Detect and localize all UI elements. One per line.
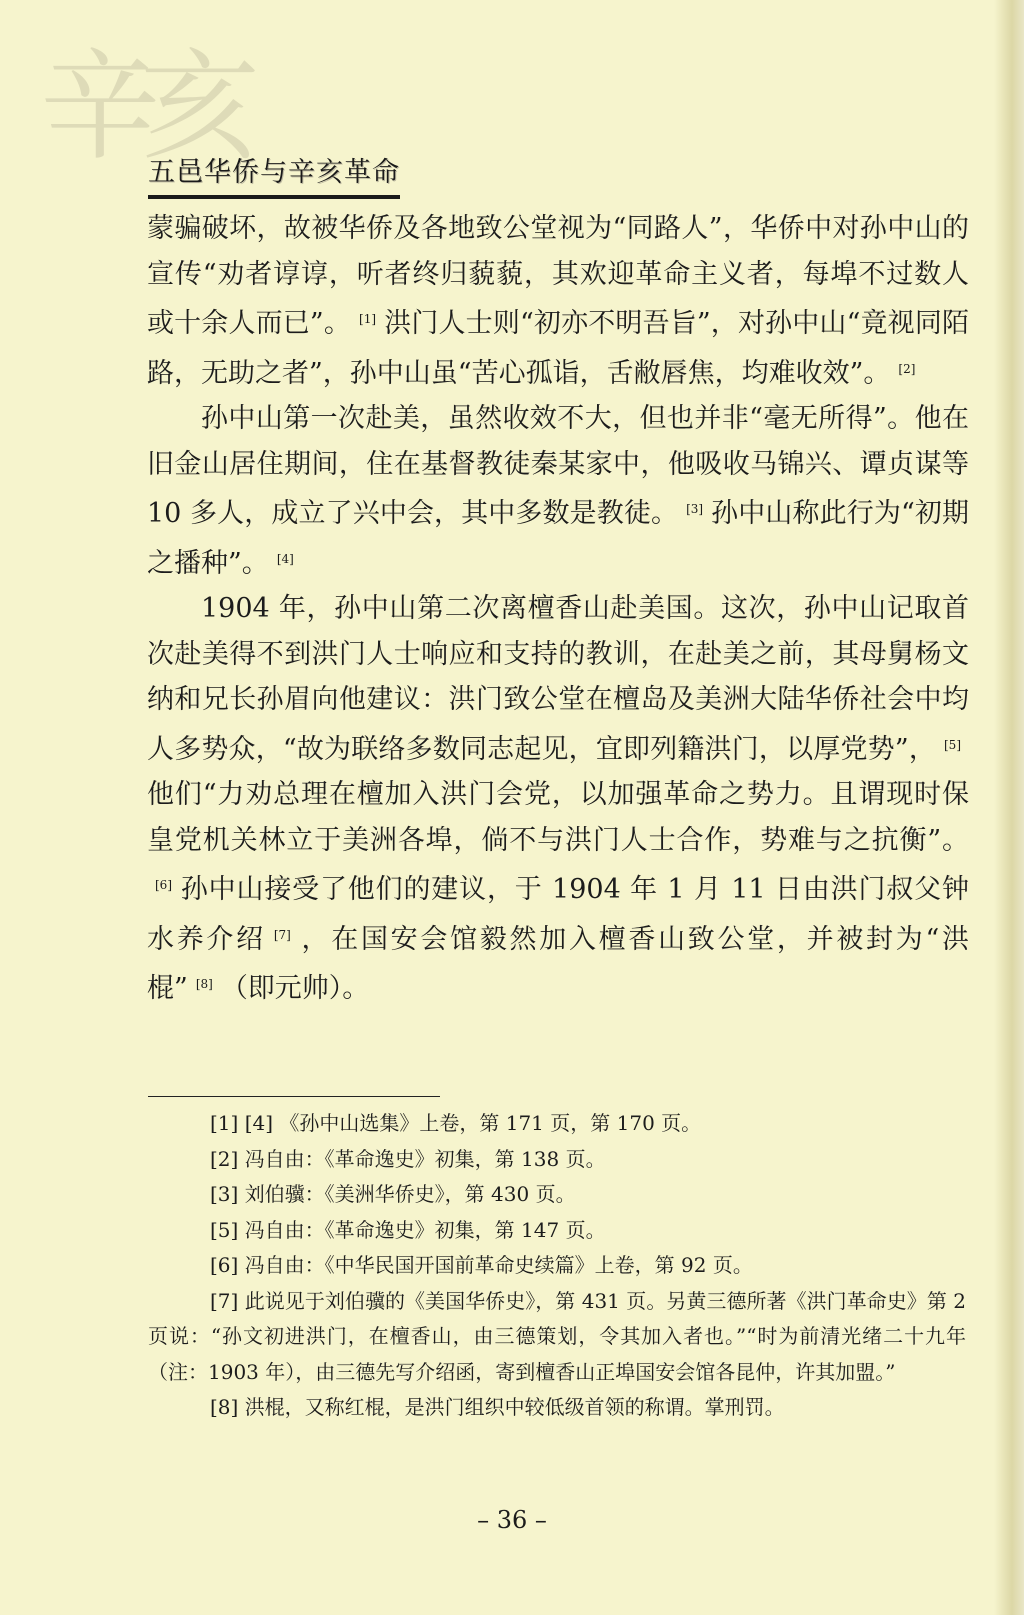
body-text-run: 孙中山第一次赴美，虽然收效不大，但也并非“毫无所得”。他在旧金山居住期间，住在基督教徒秦某家中，他吸收马锦兴、谭贞谋等 10 多人，成立了兴中会，其中多数是教徒。 — [147, 403, 969, 529]
footnotes — [148, 1106, 966, 1426]
footnote-item: [2] 冯自由：《革命逸史》初集，第 138 页。 — [210, 1146, 606, 1171]
body-text-run: 洪门人士则“初亦不明吾旨”，对孙中山“竟视同陌路，无助之者”，孙中山虽“苦心孤诣，舌敝唇焦，均难收效”。 — [147, 308, 969, 389]
footnote-ref: [7] — [273, 927, 291, 942]
footnote-ref: [3] — [686, 502, 704, 516]
footnote-ref: [8] — [195, 977, 213, 991]
page-number: – 36 – — [477, 1506, 547, 1534]
footnote-item: [5] 冯自由：《革命逸史》初集，第 147 页。 — [210, 1217, 606, 1242]
footnote-item: [6] 冯自由：《中华民国开国前革命史续篇》上卷，第 92 页。 — [210, 1253, 753, 1277]
footnote-item: [8] 洪棍，又称红棍，是洪门组织中较低级首领的称谓。掌刑罚。 — [210, 1395, 785, 1419]
body-text-run: （即元帅）。 — [220, 973, 370, 1004]
footnote-item: [1] [4] 《孙中山选集》上卷，第 171 页，第 170 页。 — [210, 1111, 702, 1135]
running-header: 五邑华侨与辛亥革命 — [148, 150, 400, 199]
body-text-run: 孙中山接受了他们的建议，于 1904 年 1 月 11 日由洪门叔父钟水养介绍 — [147, 874, 969, 955]
footnote-ref: [1] — [359, 312, 377, 326]
footnote-ref: [6] — [155, 878, 172, 892]
body-paragraph — [147, 396, 969, 586]
footnote-ref: [4] — [276, 551, 294, 566]
body-paragraph — [147, 586, 969, 1012]
body-paragraph — [147, 206, 969, 396]
body-text-run: 1904 年，孙中山第二次离檀香山赴美国。这次，孙中山记取首次赴美得不到洪门人士响应和支持的教训，在赴美之前，其母舅杨文纳和兄长孙眉向他建议：洪门致公堂在檀岛及美洲大陆华侨社会中均人多势众，“故为联络多数同志起见，宜即列籍洪门，以厚党势”， — [147, 593, 969, 765]
body-text-run: ，在国安会馆毅然加入檀香山致公堂，并被封为“洪棍” — [147, 923, 969, 1004]
body-text — [147, 206, 969, 1012]
body-text-run: 蒙骗破坏，故被华侨及各地致公堂视为“同路人”，华侨中对孙中山的宣传“劝者谆谆，听者终归藐藐，其欢迎革命主义者，每埠不过数人或十余人而已”。 — [147, 213, 969, 339]
footnote-divider — [148, 1096, 440, 1097]
footnote-item: [7] 此说见于刘伯骥的《美国华侨史》，第 431 页。另黄三德所著《洪门革命史》第 2 页说：“孙文初进洪门，在檀香山，由三德策划，令其加入者也。”“时为前清光绪二十九年（注：1903 年），由三德先写介绍函，寄到檀香山正埠国安会馆各昆仲，许其加盟。” — [148, 1288, 966, 1384]
watermark-logo: 辛亥 — [40, 38, 240, 177]
footnote-ref: [2] — [898, 361, 916, 376]
footnote-item: [3] 刘伯骥：《美洲华侨史》，第 430 页。 — [210, 1182, 576, 1206]
footnote-ref: [5] — [944, 737, 961, 752]
body-text-run: 孙中山称此行为“初期之播种”。 — [147, 498, 969, 579]
page-edge-shadow — [994, 0, 1024, 1615]
body-text-run: 他们“力劝总理在檀加入洪门会党，以加强革命之势力。且谓现时保皇党机关林立于美洲各埠，倘不与洪门人士合作，势难与之抗衡”。 — [147, 779, 969, 856]
